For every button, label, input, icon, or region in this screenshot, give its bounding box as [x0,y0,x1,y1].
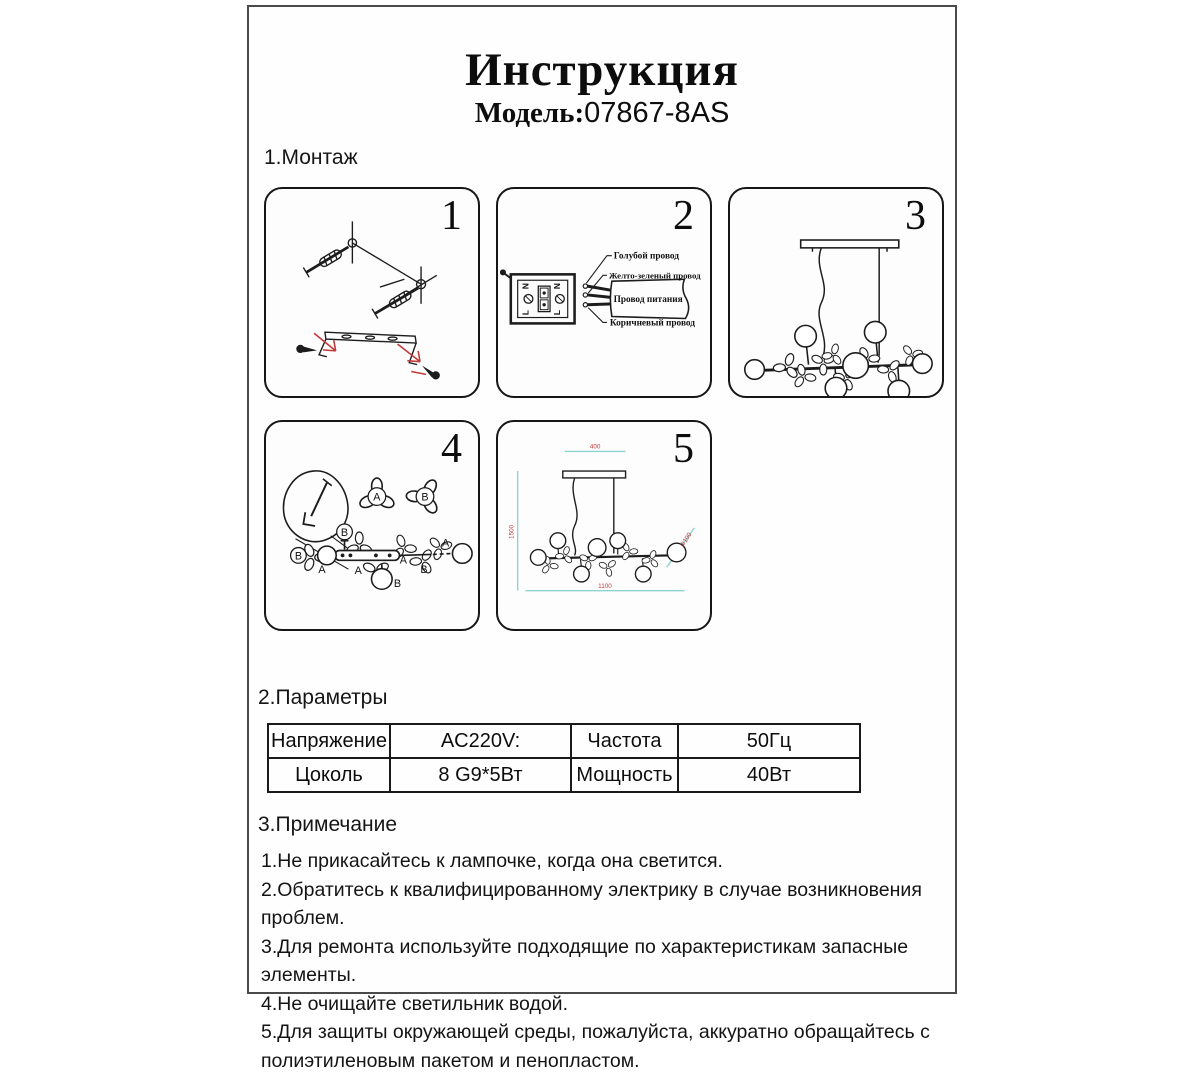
circled-letter-a: A [373,491,381,504]
dimension-left: 1500 [508,524,516,539]
panel-number-2: 2 [673,193,694,239]
table-cell-frequency-value: 50Гц [678,724,860,758]
terminal-l-left: L [520,310,531,316]
terminal-n-left: N [520,283,531,290]
notes-list [261,847,949,1075]
panel-number-3: 3 [905,193,926,239]
table-cell-power-value: 40Вт [678,758,860,792]
note-item-5: 5.Для защиты окружающей среды, пожалуйста, аккуратно обращайтесь с полиэтиленовым пакетом и пенопластом. [261,1021,930,1072]
letter-a-3: A [399,554,407,567]
panel-step-4 [264,420,480,631]
panel-step-3 [728,187,944,398]
wires-drawing [583,256,688,323]
letter-b-1: B [420,564,428,577]
terminal-n-right: N [551,283,562,290]
dimension-top: 400 [589,443,601,451]
panel-step-1 [264,187,480,398]
instruction-sheet [247,5,957,1072]
model-label: Модель: [474,97,585,129]
table-row [268,758,860,792]
model-line [249,97,955,130]
table-cell-socket-value: 8 G9*5Вт [390,758,571,792]
letter-a-4: A [441,537,450,550]
terminal-l-right: L [551,310,562,316]
circled-letter-b-left: B [294,550,303,563]
letter-a-1: A [318,564,326,577]
dimension-diameter: Φ100 [678,531,694,549]
wire-label-blue: Голубой провод [613,251,680,262]
note-item-2: 2.Обратитесь к квалифицированному электрику в случае возникновения проблем. [261,878,922,929]
anchor-drawing [303,221,436,364]
table-cell-voltage-value: AC220V: [390,724,571,758]
wire-label-yellow-green: Желто-зеленый провод [608,270,701,281]
panel-number-1: 1 [441,193,462,239]
circled-letter-b: B [421,491,429,504]
table-row [268,724,860,758]
table-cell-frequency-label: Частота [571,724,678,758]
panel-step-5 [496,420,712,631]
circled-letter-b-top: B [340,526,349,539]
section-heading-montage: 1.Монтаж [264,146,358,169]
wire-label-power: Провод питания [613,294,683,305]
letter-a-2: A [354,565,362,578]
section-heading-parameters: 2.Параметры [258,686,388,709]
terminal-block-drawing [500,270,574,324]
panel-number-5: 5 [673,426,694,472]
note-item-4: 4.Не очищайте светильник водой. [261,992,568,1015]
page-title: Инструкция [465,44,739,96]
wire-label-brown: Коричневый провод [609,318,696,329]
table-cell-voltage-label: Напряжение [268,724,390,758]
panel-step-2 [496,187,712,398]
panel-number-4: 4 [441,426,462,472]
note-item-1: 1.Не прикасайтесь к лампочке, когда она светится. [261,850,723,872]
dimension-bottom: 1100 [598,582,612,590]
section-heading-notes: 3.Примечание [258,813,398,836]
table-cell-power-label: Мощность [571,758,678,792]
model-value: 07867-8AS [584,97,730,129]
letter-b-2: B [393,577,402,590]
table-cell-socket-label: Цоколь [268,758,390,792]
note-item-3: 3.Для ремонта используйте подходящие по характеристикам запасные элементы. [261,935,909,986]
parameters-table [267,723,861,793]
